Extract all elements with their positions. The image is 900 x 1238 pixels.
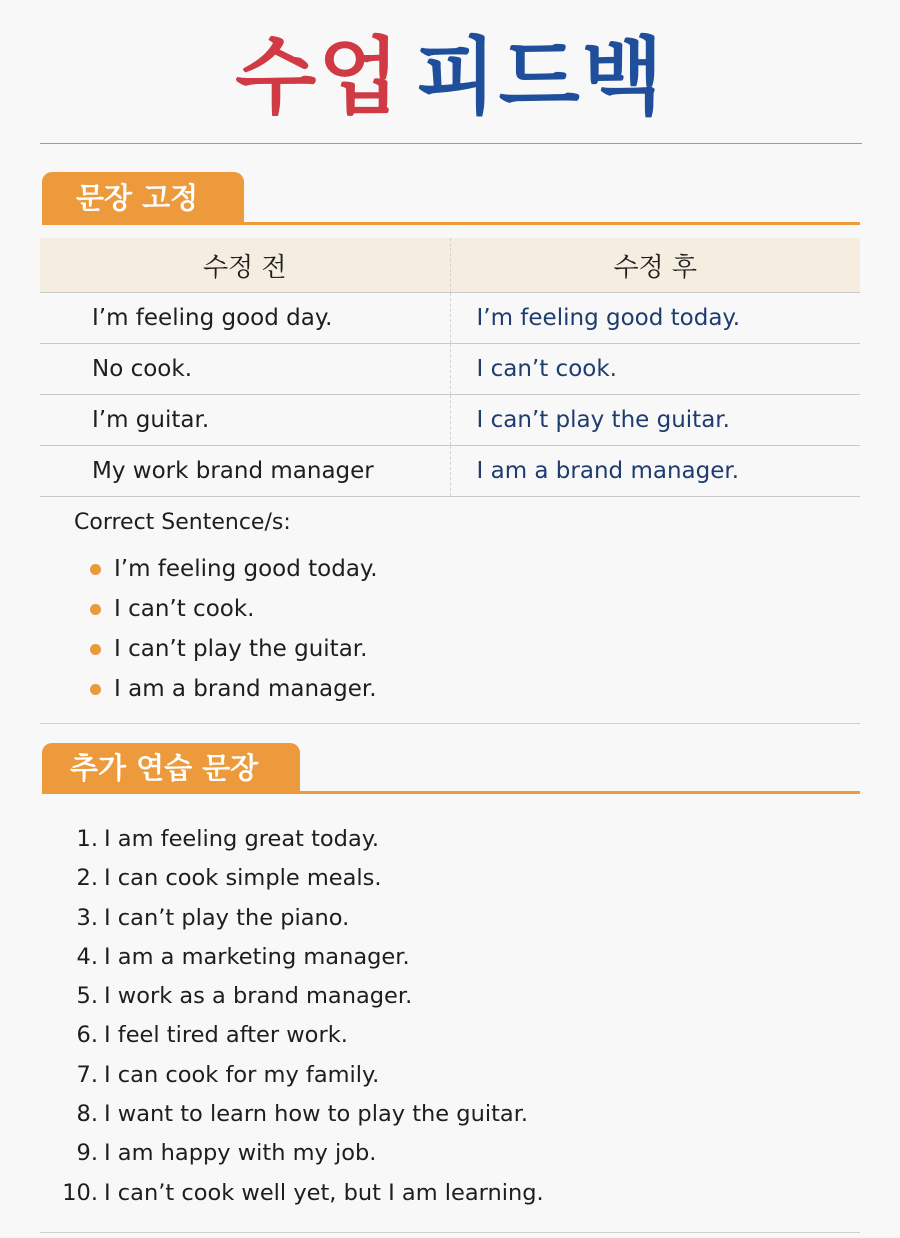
list-item-number: 5. bbox=[76, 983, 98, 1010]
correction-table bbox=[40, 238, 860, 497]
cell-after: I’m feeling good today. bbox=[450, 293, 860, 344]
list-item-text: I can’t cook well yet, but I am learning. bbox=[104, 1179, 544, 1206]
list-item bbox=[88, 629, 378, 669]
list-item bbox=[54, 899, 544, 938]
list-item bbox=[54, 1056, 544, 1095]
list-item-text: I feel tired after work. bbox=[104, 1022, 348, 1049]
bottom-divider bbox=[40, 1232, 860, 1233]
list-item-number: 10. bbox=[62, 1179, 98, 1206]
table-row bbox=[40, 395, 860, 446]
list-item bbox=[54, 1174, 544, 1213]
section-tab-sentence-fix: 문장 고정 bbox=[42, 172, 244, 224]
table-header-row bbox=[40, 238, 860, 293]
list-item-text: I am a brand manager. bbox=[114, 676, 377, 702]
list-item bbox=[54, 1016, 544, 1055]
list-item-number: 3. bbox=[76, 904, 98, 931]
list-item bbox=[88, 589, 378, 629]
list-item-number: 9. bbox=[76, 1140, 98, 1167]
cell-after: I can’t cook. bbox=[450, 344, 860, 395]
list-item-text: I can cook simple meals. bbox=[104, 865, 382, 892]
list-item-text: I work as a brand manager. bbox=[104, 983, 413, 1010]
list-item bbox=[54, 1134, 544, 1173]
list-item-text: I can cook for my family. bbox=[104, 1061, 380, 1088]
page-title-part1: 수업 bbox=[235, 28, 402, 126]
list-item bbox=[54, 1095, 544, 1134]
section-divider bbox=[40, 723, 860, 724]
list-item-text: I am a marketing manager. bbox=[104, 943, 410, 970]
page-title-part2: 피드백 bbox=[415, 28, 665, 126]
bullet-icon bbox=[90, 564, 101, 575]
list-item bbox=[88, 549, 378, 589]
header-after: 수정 후 bbox=[450, 238, 860, 293]
cell-before: No cook. bbox=[40, 344, 450, 395]
section-underline bbox=[42, 791, 860, 794]
list-item bbox=[54, 938, 544, 977]
list-item bbox=[88, 669, 378, 709]
cell-before: My work brand manager bbox=[40, 446, 450, 497]
list-item-text: I’m feeling good today. bbox=[114, 556, 378, 582]
table-row bbox=[40, 293, 860, 344]
list-item bbox=[54, 859, 544, 898]
list-item bbox=[54, 977, 544, 1016]
list-item-number: 4. bbox=[76, 943, 98, 970]
bullet-icon bbox=[90, 604, 101, 615]
list-item-number: 8. bbox=[76, 1101, 98, 1128]
cell-before: I’m feeling good day. bbox=[40, 293, 450, 344]
section-underline bbox=[42, 222, 860, 225]
cell-before: I’m guitar. bbox=[40, 395, 450, 446]
bullet-icon bbox=[90, 684, 101, 695]
list-item-number: 6. bbox=[76, 1022, 98, 1049]
page-title bbox=[0, 22, 900, 132]
list-item-text: I can’t cook. bbox=[114, 596, 255, 622]
list-item-text: I want to learn how to play the guitar. bbox=[104, 1101, 529, 1128]
header-before: 수정 전 bbox=[40, 238, 450, 293]
correct-sentences-label: Correct Sentence/s: bbox=[74, 510, 291, 535]
table-row bbox=[40, 446, 860, 497]
title-divider bbox=[40, 143, 862, 144]
list-item-text: I am feeling great today. bbox=[104, 826, 380, 852]
list-item-text: I can’t play the guitar. bbox=[114, 636, 368, 662]
list-item-number: 1. bbox=[76, 826, 98, 852]
cell-after: I can’t play the guitar. bbox=[450, 395, 860, 446]
section-tab-practice: 추가 연습 문장 bbox=[42, 743, 300, 793]
section-header-sentence-fix bbox=[42, 172, 860, 226]
practice-sentences-list bbox=[54, 820, 544, 1213]
list-item-number: 2. bbox=[76, 865, 98, 892]
bullet-icon bbox=[90, 644, 101, 655]
section-header-practice bbox=[42, 743, 860, 795]
list-item bbox=[54, 820, 544, 859]
correct-sentences-list bbox=[88, 549, 378, 709]
cell-after: I am a brand manager. bbox=[450, 446, 860, 497]
table-row bbox=[40, 344, 860, 395]
list-item-text: I can’t play the piano. bbox=[104, 904, 350, 931]
list-item-number: 7. bbox=[76, 1061, 98, 1088]
list-item-text: I am happy with my job. bbox=[104, 1140, 377, 1167]
